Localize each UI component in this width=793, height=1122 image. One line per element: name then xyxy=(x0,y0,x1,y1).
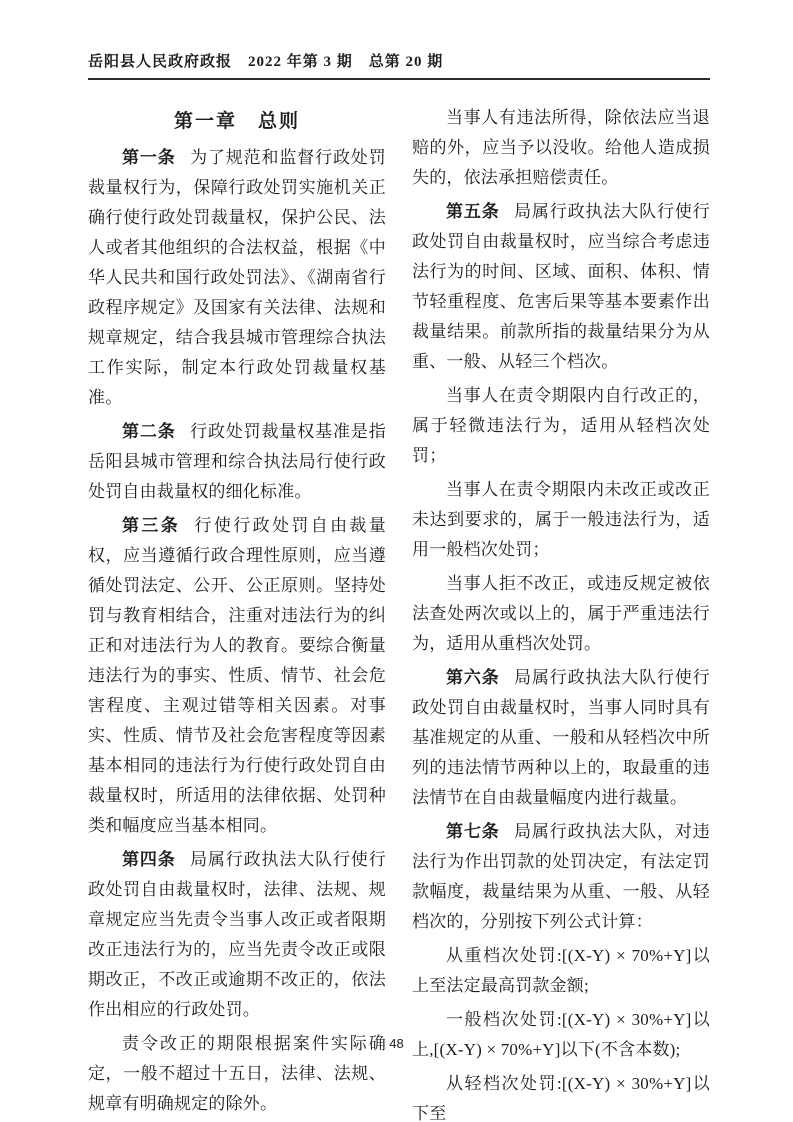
page-number: 48 xyxy=(389,1036,404,1051)
formula-heavy-text: 从重档次处罚:[(X-Y) × 70%+Y]以上至法定最高罚款金额; xyxy=(412,946,710,995)
article-6-text: 局属行政执法大队行使行政处罚自由裁量权时，当事人同时具有基准规定的从重、一般和从轻档次中所列的违法情节两种以上的，取最重的违法情节在自由裁量幅度内进行裁量。 xyxy=(412,668,710,807)
article-3-paragraph xyxy=(88,511,386,841)
article-4-paragraph xyxy=(88,845,386,1025)
article-5-text: 局属行政执法大队行使行政处罚自由裁量权时，应当综合考虑违法行为的时间、区域、面积、体积、情节轻重程度、危害后果等基本要素作出裁量结果。前款所指的裁量结果分为从重、一般、从轻三个档次。 xyxy=(412,202,710,371)
article-7-text: 局属行政执法大队，对违法行为作出罚款的处罚决定，有法定罚款幅度，裁量结果为从重、一般、从轻档次的，分别按下列公式计算： xyxy=(412,822,710,931)
article-2-text: 行政处罚裁量权基准是指岳阳县城市管理和综合执法局行使行政处罚自由裁量权的细化标准。 xyxy=(88,422,386,501)
formula-light-text: 从轻档次处罚:[(X-Y) × 30%+Y]以下至 xyxy=(412,1074,710,1122)
article-7-paragraph xyxy=(412,817,710,937)
article-4-text: 局属行政执法大队行使行政处罚自由裁量权时，法律、法规、规章规定应当先责令当事人改正或者限期改正违法行为的，应当先责令改正或限期改正，不改正或逾期不改正的，依法作出相应的行政处罚。 xyxy=(88,850,386,1019)
article-1-paragraph xyxy=(88,143,386,413)
right-column xyxy=(412,103,710,1122)
article-5-item-general xyxy=(412,475,710,565)
article-5-number: 第五条 xyxy=(446,202,500,221)
article-5-item-light xyxy=(412,381,710,471)
article-3-text: 行使行政处罚自由裁量权，应当遵循行政合理性原则，应当遵循处罚法定、公开、公正原则。坚持处罚与教育相结合，注重对违法行为的纠正和对违法行为人的教育。要综合衡量违法行为的事实、性质、情节、社会危害程度、主观过错等相关因素。对事实、性质、情节及社会危害程度等因素基本相同的违法行为行使行政处罚自由裁量权时，所适用的法律依据、处罚种类和幅度应当基本相同。 xyxy=(88,516,386,835)
article-4-continued-text: 当事人有违法所得，除依法应当退赔的外，应当予以没收。给他人造成损失的，依法承担赔偿责任。 xyxy=(412,108,710,187)
article-5-item-general-text: 当事人在责令期限内未改正或改正未达到要求的，属于一般违法行为，适用一般档次处罚； xyxy=(412,480,710,559)
article-5-paragraph xyxy=(412,197,710,377)
gazette-header-title: 岳阳县人民政府政报 2022 年第 3 期 总第 20 期 xyxy=(88,54,444,70)
formula-general-text: 一般档次处罚:[(X-Y) × 30%+Y]以上,[(X-Y) × 70%+Y]以下(不含本数); xyxy=(412,1010,710,1059)
left-column xyxy=(88,103,386,1122)
article-4-subtext: 责令改正的期限根据案件实际确定，一般不超过十五日，法律、法规、规章有明确规定的除外。 xyxy=(88,1034,386,1113)
formula-light xyxy=(412,1069,710,1122)
article-4-number: 第四条 xyxy=(122,850,176,869)
page-footer xyxy=(0,1035,793,1053)
article-7-number: 第七条 xyxy=(446,822,500,841)
article-1-text: 为了规范和监督行政处罚裁量权行为，保障行政处罚实施机关正确行使行政处罚裁量权，保护公民、法人或者其他组织的合法权益，根据《中华人民共和国行政处罚法》、《湖南省行政程序规定》及国家有关法律、法规和规章规定，结合我县城市管理综合执法工作实际，制定本行政处罚裁量权基准。 xyxy=(88,148,386,407)
document-body xyxy=(88,103,710,1122)
chapter-heading: 第一章 总则 xyxy=(173,111,300,132)
formula-heavy xyxy=(412,941,710,1001)
article-1-number: 第一条 xyxy=(122,148,176,167)
article-6-paragraph xyxy=(412,663,710,813)
page-header xyxy=(88,50,710,80)
article-2-number: 第二条 xyxy=(122,422,176,441)
article-5-item-light-text: 当事人在责令期限内自行改正的，属于轻微违法行为，适用从轻档次处罚； xyxy=(412,386,710,465)
article-5-item-heavy-text: 当事人拒不改正，或违反规定被依法查处两次或以上的，属于严重违法行为，适用从重档次处罚。 xyxy=(412,574,710,653)
article-6-number: 第六条 xyxy=(446,668,500,687)
article-2-paragraph xyxy=(88,417,386,507)
article-3-number: 第三条 xyxy=(122,516,181,535)
article-4-continued-paragraph xyxy=(412,103,710,193)
article-5-item-heavy xyxy=(412,569,710,659)
